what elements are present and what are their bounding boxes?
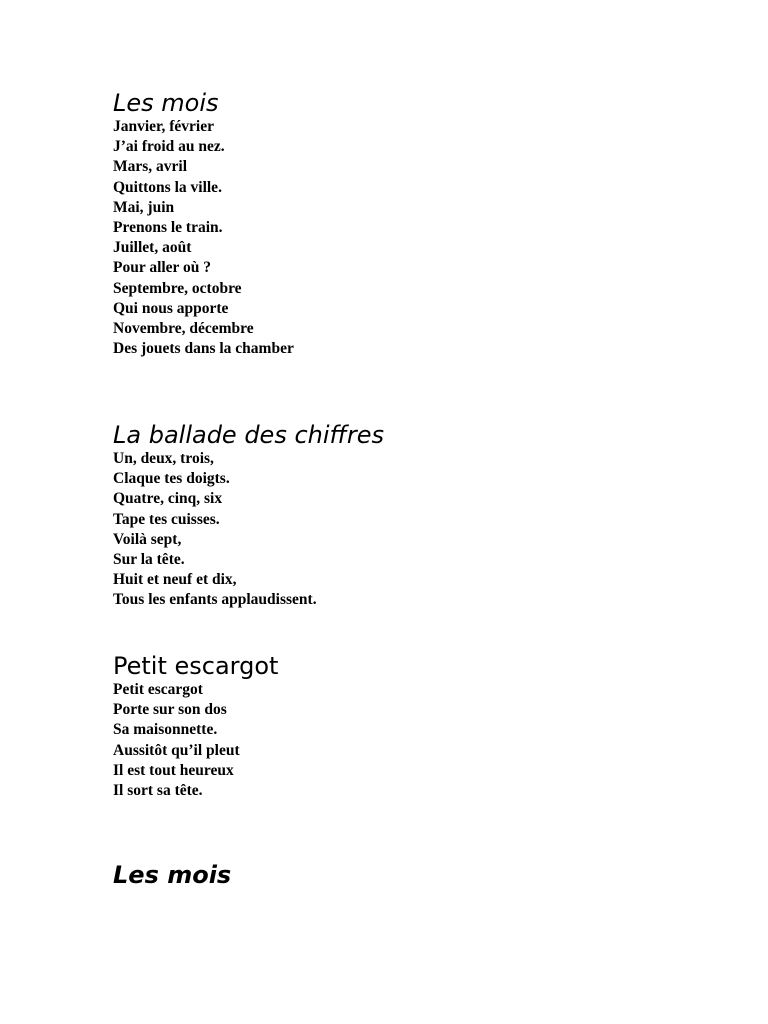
poem-line: Mars, avril [113, 158, 188, 176]
poem-line: Septembre, octobre [113, 279, 242, 297]
poem-la-ballade-des-chiffres [113, 421, 733, 611]
poem-lines [113, 117, 733, 359]
poem-line: Tape tes cuisses. [113, 510, 220, 528]
poem-line: J’ai froid au nez. [113, 138, 225, 156]
poem-title: Petit escargot [113, 652, 279, 680]
poem-line: Petit escargot [113, 681, 203, 698]
poem-line: Janvier, février [113, 118, 214, 135]
poem-petit-escargot [113, 652, 733, 801]
poem-line: Il est tout heureux [113, 761, 234, 779]
poem-les-mois [113, 89, 733, 359]
poem-line: Sur la tête. [113, 550, 185, 568]
poem-line: Porte sur son dos [113, 701, 227, 719]
poem-lines [113, 449, 733, 611]
poem-line: Novembre, décembre [113, 319, 254, 337]
poem-les-mois-repeat [113, 861, 733, 889]
poem-line: Quittons la ville. [113, 178, 222, 196]
poem-line: Voilà sept, [113, 530, 182, 548]
poem-title: Les mois [113, 861, 232, 889]
poem-line: Sa maisonnette. [113, 721, 218, 739]
poem-line: Pour aller où ? [113, 259, 212, 277]
poem-line: Quatre, cinq, six [113, 490, 223, 508]
poem-line: Huit et neuf et dix, [113, 571, 237, 589]
poem-line: Qui nous apporte [113, 299, 229, 317]
poem-line: Un, deux, trois, [113, 450, 214, 467]
poem-lines [113, 680, 733, 801]
poem-line: Claque tes doigts. [113, 470, 230, 488]
poem-title: La ballade des chiffres [113, 421, 384, 449]
poem-line: Il sort sa tête. [113, 781, 203, 799]
poem-line: Aussitôt qu’il pleut [113, 741, 240, 759]
poem-line: Des jouets dans la chamber [113, 340, 294, 358]
poem-line: Tous les enfants applaudissent. [113, 591, 317, 609]
poem-title: Les mois [113, 89, 219, 117]
poem-line: Prenons le train. [113, 218, 223, 236]
poem-line: Mai, juin [113, 198, 175, 216]
poem-line: Juillet, août [113, 239, 192, 257]
